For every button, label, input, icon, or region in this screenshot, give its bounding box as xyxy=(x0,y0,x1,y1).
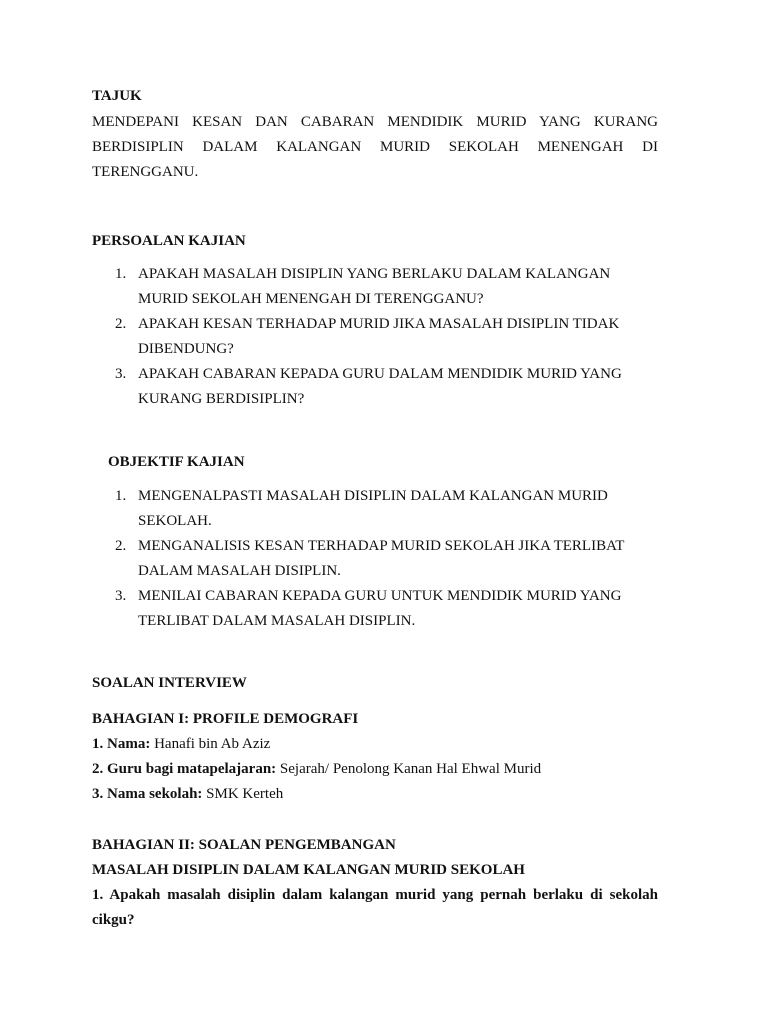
list-number: 1. xyxy=(115,266,127,282)
question-1 xyxy=(92,883,658,933)
field-value: Hanafi bin Ab Aziz xyxy=(150,736,271,752)
field-label: 3. Nama sekolah: xyxy=(92,786,203,802)
list-item-line: MURID SEKOLAH MENENGAH DI TERENGGANU? xyxy=(138,291,484,307)
list-item-line: APAKAH KESAN TERHADAP MURID JIKA MASALAH DISIPLIN TIDAK xyxy=(138,316,620,332)
bahagian2-heading: BAHAGIAN II: SOALAN PENGEMBANGAN xyxy=(92,837,396,853)
list-item-line: DALAM MASALAH DISIPLIN. xyxy=(138,563,341,579)
list-item xyxy=(92,312,658,362)
tajuk-line: TERENGGANU. xyxy=(92,164,199,180)
list-item xyxy=(92,534,658,584)
bahagian1-heading: BAHAGIAN I: PROFILE DEMOGRAFI xyxy=(92,711,359,727)
list-item-line: SEKOLAH. xyxy=(138,513,212,529)
list-number: 3. xyxy=(115,366,127,382)
list-item xyxy=(92,362,658,412)
tajuk-line: BERDISIPLIN DALAM KALANGAN MURID SEKOLAH MENENGAH DI xyxy=(92,139,658,155)
objektif-heading: OBJEKTIF KAJIAN xyxy=(108,454,245,470)
tajuk-line: MENDEPANI KESAN DAN CABARAN MENDIDIK MURID YANG KURANG xyxy=(92,114,658,130)
list-item-line: MENILAI CABARAN KEPADA GURU UNTUK MENDIDIK MURID YANG xyxy=(138,588,622,604)
field-label: 1. Nama: xyxy=(92,736,151,752)
list-number: 1. xyxy=(115,488,127,504)
list-item xyxy=(92,484,658,534)
field-sekolah xyxy=(92,782,658,807)
field-matapelajaran xyxy=(92,757,658,782)
list-item-line: APAKAH CABARAN KEPADA GURU DALAM MENDIDIK MURID YANG xyxy=(138,366,622,382)
list-item-line: KURANG BERDISIPLIN? xyxy=(138,391,305,407)
list-item-line: MENGANALISIS KESAN TERHADAP MURID SEKOLAH JIKA TERLIBAT xyxy=(138,538,625,554)
persoalan-heading: PERSOALAN KAJIAN xyxy=(92,233,246,249)
persoalan-list xyxy=(92,262,658,412)
list-number: 2. xyxy=(115,316,127,332)
field-nama xyxy=(92,732,658,757)
field-value: Sejarah/ Penolong Kanan Hal Ehwal Murid xyxy=(276,761,542,777)
list-item-line: TERLIBAT DALAM MASALAH DISIPLIN. xyxy=(138,613,416,629)
question-line: cikgu? xyxy=(92,912,135,928)
tajuk-heading: TAJUK xyxy=(92,88,142,104)
bahagian2-subheading: MASALAH DISIPLIN DALAM KALANGAN MURID SEKOLAH xyxy=(92,862,525,878)
list-item-line: APAKAH MASALAH DISIPLIN YANG BERLAKU DALAM KALANGAN xyxy=(138,266,611,282)
document-page xyxy=(92,84,658,933)
interview-heading: SOALAN INTERVIEW xyxy=(92,675,247,691)
objektif-list xyxy=(92,484,658,634)
list-item-line: MENGENALPASTI MASALAH DISIPLIN DALAM KALANGAN MURID xyxy=(138,488,608,504)
list-number: 3. xyxy=(115,588,127,604)
field-value: SMK Kerteh xyxy=(202,786,284,802)
field-label: 2. Guru bagi matapelajaran: xyxy=(92,761,277,777)
list-item xyxy=(92,584,658,634)
list-number: 2. xyxy=(115,538,127,554)
list-item xyxy=(92,262,658,312)
tajuk-text xyxy=(92,110,658,185)
list-item-line: DIBENDUNG? xyxy=(138,341,234,357)
question-line: 1. Apakah masalah disiplin dalam kalangan murid yang pernah berlaku di sekolah xyxy=(92,887,658,903)
